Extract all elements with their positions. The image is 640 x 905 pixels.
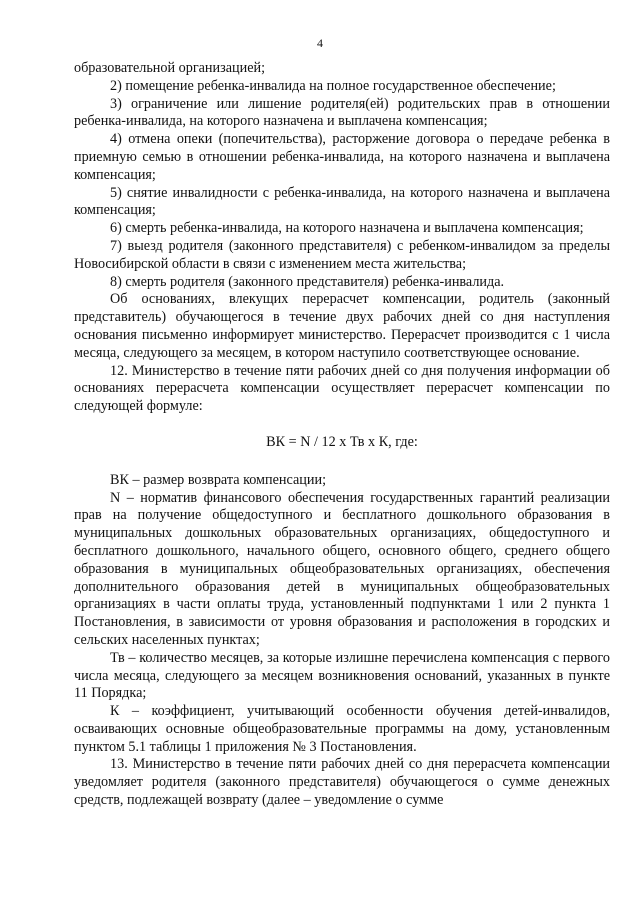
list-item-6: 6) смерть ребенка-инвалида, на которого назначена и выплачена компенсация; — [110, 220, 584, 237]
list-item-2: 2) помещение ребенка-инвалида на полное государственное обеспечение; — [110, 77, 556, 94]
paragraph-recalculation-grounds: Об основаниях, влекущих перерасчет компенсации, родитель (законный представитель) обучающегося в течение двух рабочих дней со дня наступления основания письменно информирует министерство. Перерасчет производится с 1 числа месяца, следующего за месяцем, в котором наступило соответствующее основание. — [74, 291, 610, 361]
definition-vk: ВК – размер возврата компенсации; — [110, 471, 327, 488]
paragraph-12: 12. Министерство в течение пяти рабочих дней со дня получения информации об основаниях перерасчета компенсации осуществляет перерасчет компенсации по следующей формуле: — [74, 362, 610, 415]
document-body — [74, 60, 610, 810]
paragraph-13: 13. Министерство в течение пяти рабочих дней со дня перерасчета компенсации уведомляет родителя (законного представителя) обучающегося о сумме денежных средств, подлежащей возврату (далее – уведомление о сумме — [74, 756, 610, 809]
paragraph-continuation: образовательной организацией; — [74, 60, 266, 76]
list-item-5: 5) снятие инвалидности с ребенка-инвалида, на которого назначена и выплачена компенсация; — [74, 184, 610, 219]
list-item-8: 8) смерть родителя (законного представителя) ребенка-инвалида. — [110, 273, 505, 290]
list-item-4: 4) отмена опеки (попечительства), расторжение договора о передаче ребенка в приемную семью в отношении ребенка-инвалида, на которого назначена и выплачена компенсация; — [74, 131, 610, 183]
list-item-7: 7) выезд родителя (законного представителя) с ребенком-инвалидом за пределы Новосибирской области в связи с изменением места жительства; — [74, 237, 610, 272]
page-number: 4 — [317, 36, 323, 50]
definition-tv: Тв – количество месяцев, за которые излишне перечислена компенсация с первого числа месяца, следующего за месяцем возникновения оснований, указанных в пункте 11 Порядка; — [74, 649, 610, 702]
list-item-3: 3) ограничение или лишение родителя(ей) родительских прав в отношении ребенка-инвалида, на которого назначена и выплачена компенсация; — [74, 95, 610, 130]
definition-k: К – коэффициент, учитывающий особенности обучения детей-инвалидов, осваивающих основные общеобразовательные программы на дому, установленным пунктом 5.1 таблицы 1 приложения № 3 Постановления. — [74, 703, 610, 755]
definition-n: N – норматив финансового обеспечения государственных гарантий реализации прав на получение общедоступного и бесплатного дошкольного образования в муниципальных дошкольных образовательных организациях, общедоступного и бесплатного дошкольного, начального общего, основного общего, среднего общего образования в муниципальных общеобразовательных организациях, обеспечения дополнительного образования детей в муниципальных общеобразовательных организациях в части оплаты труда, установленный подпунктами 1 или 2 пункта 1 Постановления, в зависимости от уровня образования и расположения в городских и сельских населенных пунктах; — [74, 489, 610, 648]
formula: ВК = N / 12 х Тв х К, где: — [266, 433, 418, 450]
